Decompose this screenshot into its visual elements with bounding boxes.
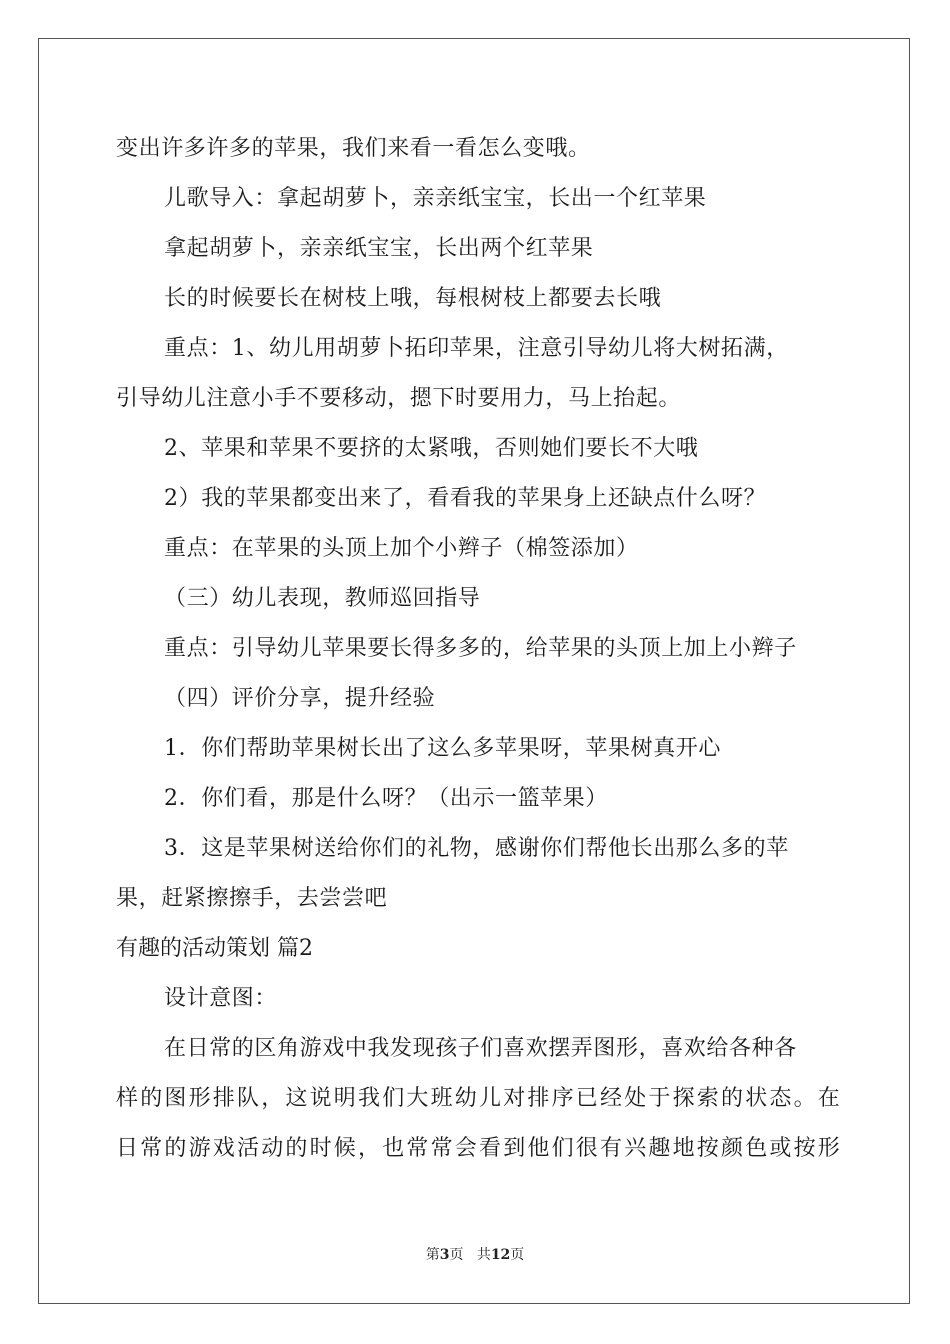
paragraph-line: 样的图形排队，这说明我们大班幼儿对排序已经处于探索的状态。在 [116, 1086, 843, 1111]
paragraph-line: 长的时候要长在树枝上哦，每根树枝上都要去长哦 [164, 286, 662, 311]
paragraph-line: 果，赶紧擦擦手，去尝尝吧 [116, 886, 388, 911]
page-footer [0, 1246, 950, 1264]
paragraph-line: 2、苹果和苹果不要挤的太紧哦，否则她们要长不大哦 [164, 436, 699, 461]
paragraph-line: 在日常的区角游戏中我发现孩子们喜欢摆弄图形，喜欢给各种各 [164, 1036, 797, 1061]
section-heading: 设计意图： [164, 986, 278, 1011]
paragraph-line: 2）我的苹果都变出来了，看看我的苹果身上还缺点什么呀？ [164, 486, 767, 511]
paragraph-line: 引导幼儿注意小手不要移动，摁下时要用力，马上抬起。 [116, 386, 682, 411]
paragraph-line: 重点：在苹果的头顶上加个小辫子（棉签添加） [164, 536, 639, 561]
paragraph-line: 1．你们帮助苹果树长出了这么多苹果呀，苹果树真开心 [164, 736, 721, 761]
paragraph-line: 重点：引导幼儿苹果要长得多多的，给苹果的头顶上加上小辫子 [164, 636, 797, 661]
paragraph-line: 日常的游戏活动的时候，也常常会看到他们很有兴趣地按颜色或按形 [116, 1136, 843, 1161]
page-number: 3 [439, 1247, 450, 1263]
paragraph-line: 3．这是苹果树送给你们的礼物，感谢你们帮他长出那么多的苹 [164, 836, 789, 861]
paragraph-line: 拿起胡萝卜，亲亲纸宝宝，长出两个红苹果 [164, 236, 594, 261]
page-prefix: 第 [425, 1247, 440, 1263]
paragraph-line: 2．你们看，那是什么呀？（出示一篮苹果） [164, 786, 608, 811]
total-suffix: 页 [510, 1247, 525, 1263]
section-heading: （四）评价分享，提升经验 [164, 686, 436, 711]
total-pages: 12 [490, 1247, 511, 1263]
section-heading: （三）幼儿表现，教师巡回指导 [164, 586, 481, 611]
total-prefix: 共 [476, 1247, 491, 1263]
paragraph-line: 变出许多许多的苹果，我们来看一看怎么变哦。 [116, 136, 591, 161]
paragraph-line: 重点：1、幼儿用胡萝卜拓印苹果，注意引导幼儿将大树拓满， [164, 336, 789, 361]
article-title: 有趣的活动策划 篇2 [116, 936, 313, 961]
paragraph-line: 儿歌导入：拿起胡萝卜，亲亲纸宝宝，长出一个红苹果 [164, 186, 707, 211]
page-border [38, 38, 910, 1304]
page-suffix: 页 [449, 1247, 464, 1263]
